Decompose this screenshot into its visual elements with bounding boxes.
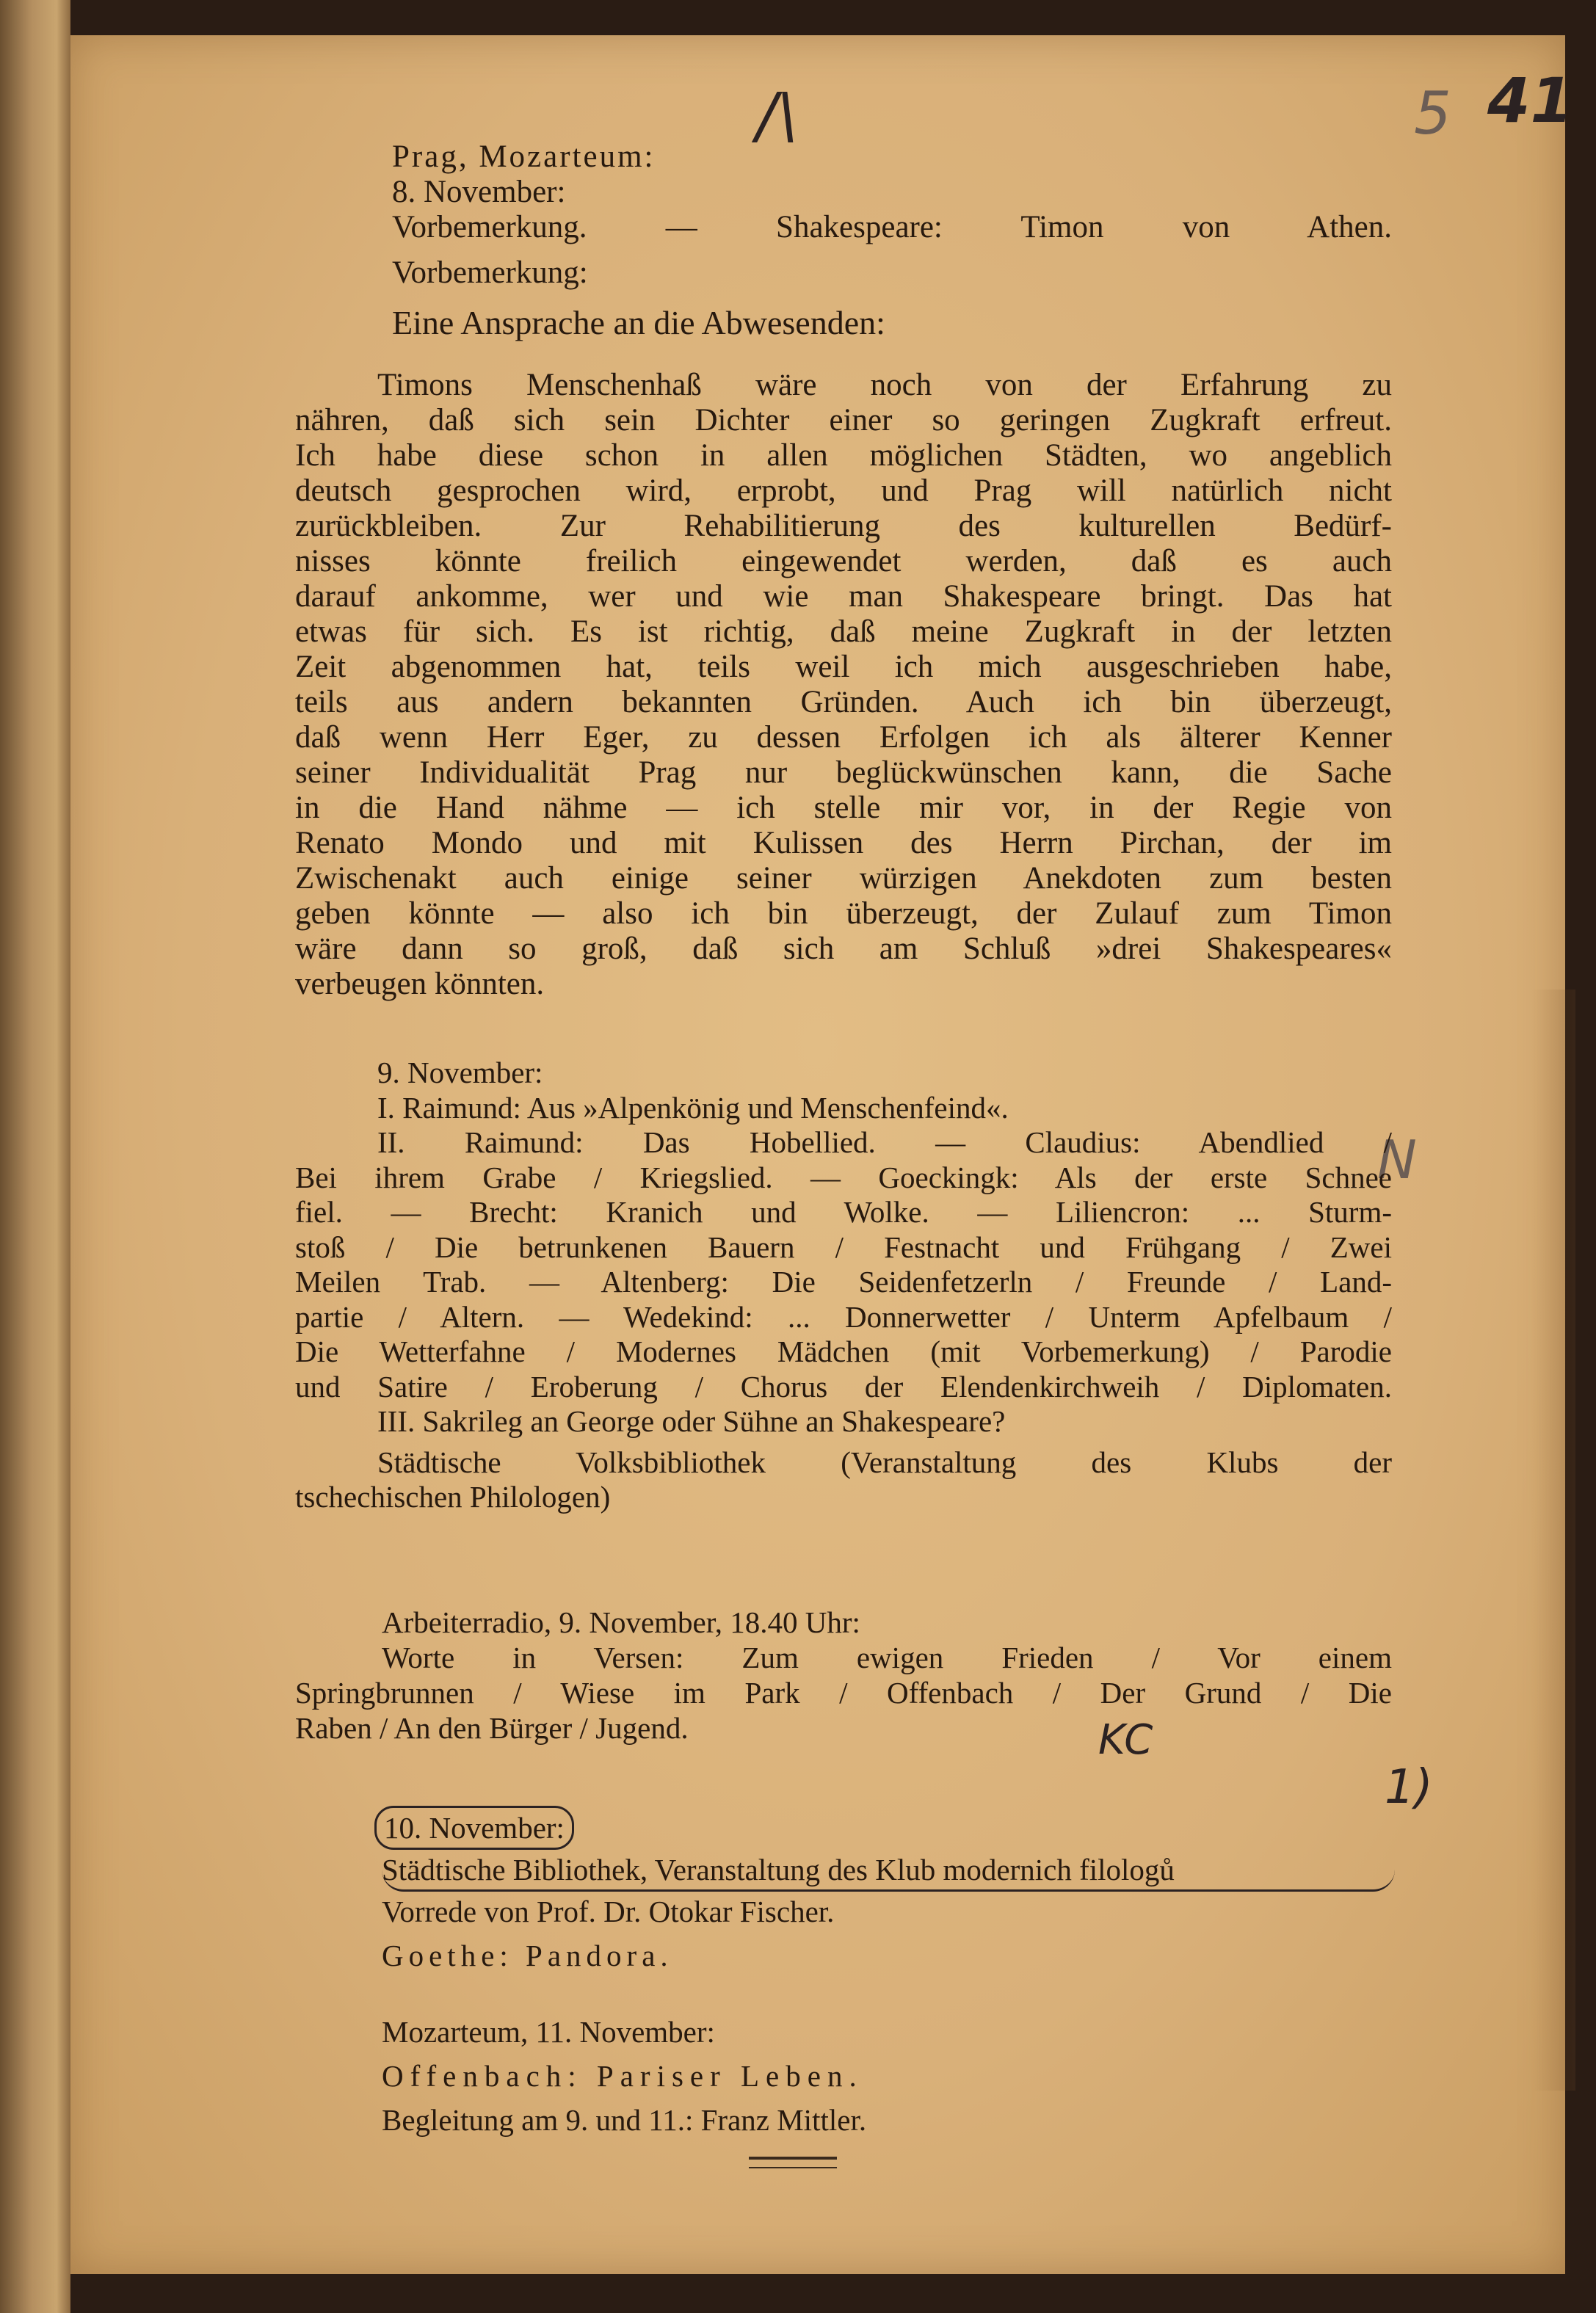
nov10-venue: Städtische Bibliothek, Veranstaltung des Klub modernich filologů — [382, 1850, 1395, 1892]
remark-heading: Vorbemerkung: — [392, 255, 588, 290]
radio-line: Raben / An den Bürger / Jugend. — [295, 1711, 689, 1745]
nov9-line: II. Raimund: Das Hobellied. — Claudius: Abendlied / — [377, 1125, 1392, 1159]
margin-number: 1) — [1385, 1760, 1433, 1815]
paragraph-line: Renato Mondo und mit Kulissen des Herrn Pirchan, der im — [295, 826, 1392, 860]
paragraph-line: verbeugen könnten. — [295, 967, 545, 1001]
program-line: Vorbemerkung. — Shakespeare: Timon von Athen. — [392, 210, 1392, 244]
radio-line: Worte in Versen: Zum ewigen Frieden / Vor einem — [382, 1641, 1392, 1674]
ink-page-number: 41 — [1487, 65, 1573, 137]
paragraph-line: Timons Menschenhaß wäre noch von der Erfahrung zu — [377, 368, 1392, 402]
venue-line: Prag, Mozarteum: — [392, 139, 656, 174]
paragraph-line: deutsch gesprochen wird, erprobt, und Prag will natürlich nicht — [295, 473, 1392, 508]
paragraph-line: etwas für sich. Es ist richtig, daß meine Zugkraft in der letzten — [295, 614, 1392, 649]
nov9-venue: tschechischen Philologen) — [295, 1480, 611, 1514]
november-11-block — [382, 2010, 1410, 2142]
november-10-block — [382, 1806, 1410, 1975]
closing-rule — [749, 2157, 837, 2168]
margin-initials: KC — [1098, 1716, 1153, 1764]
radio-line: Springbrunnen / Wiese im Park / Offenbach / Der Grund / Die — [295, 1676, 1392, 1710]
nov10-program: Goethe: Pandora. — [382, 1939, 673, 1972]
paragraph-line: geben könnte — also ich bin überzeugt, der Zulauf zum Timon — [295, 896, 1392, 931]
nov9-line: Die Wetterfahne / Modernes Mädchen (mit Vorbemerkung) / Parodie — [295, 1335, 1392, 1368]
speech-paragraph — [295, 368, 1392, 1002]
paragraph-line: Zeit abgenommen hat, teils weil ich mich ausgeschrieben habe, — [295, 650, 1392, 684]
nov11-program: Offenbach: Pariser Leben. — [382, 2059, 863, 2093]
paragraph-line: nähren, daß sich sein Dichter einer so geringen Zugkraft erfreut. — [295, 403, 1392, 437]
nov9-line: fiel. — Brecht: Kranich und Wolke. — Liliencron: ... Sturm- — [295, 1195, 1392, 1229]
nov9-line: Meilen Trab. — Altenberg: Die Seidenfetzerln / Freunde / Land- — [295, 1265, 1392, 1299]
paragraph-line: Zwischenakt auch einige seiner würzigen Anekdoten zum besten — [295, 861, 1392, 896]
radio-block — [295, 1605, 1392, 1746]
nov9-line: Bei ihrem Grabe / Kriegslied. — Goeckingk: Als der erste Schnee — [295, 1160, 1392, 1194]
nov10-heading: 10. November: — [374, 1806, 574, 1850]
paragraph-line: nisses könnte freilich eingewendet werden, daß es auch — [295, 544, 1392, 578]
nov9-line: I. Raimund: Aus »Alpenkönig und Menschenfeind«. — [377, 1090, 1009, 1125]
nov9-venue: Städtische Volksbibliothek (Veranstaltung des Klubs der — [377, 1445, 1392, 1479]
paper-stain — [1531, 990, 1575, 2091]
top-pencil-mark: /\ — [756, 79, 798, 151]
nov9-line: III. Sakrileg an George oder Sühne an Shakespeare? — [377, 1404, 1006, 1438]
nov9-line: partie / Altern. — Wedekind: ... Donnerwetter / Unterm Apfelbaum / — [295, 1299, 1392, 1334]
paragraph-line: in die Hand nähme — ich stelle mir vor, in der Regie von — [295, 791, 1392, 825]
paragraph-line: darauf ankomme, wer und wie man Shakespeare bringt. Das hat — [295, 579, 1392, 614]
facing-page-edge — [0, 0, 70, 2313]
paragraph-line: wäre dann so groß, daß sich am Schluß »drei Shakespeares« — [295, 932, 1392, 966]
paragraph-line: Ich habe diese schon in allen möglichen Städten, wo angeblich — [295, 438, 1392, 473]
nov10-preface: Vorrede von Prof. Dr. Otokar Fischer. — [382, 1895, 835, 1928]
date-line: 8. November: — [392, 175, 566, 209]
nov9-line: stoß / Die betrunkenen Bauern / Festnacht und Frühgang / Zwei — [295, 1230, 1392, 1264]
document-page — [70, 35, 1573, 2274]
nov11-accompaniment: Begleitung am 9. und 11.: Franz Mittler. — [382, 2103, 867, 2137]
paragraph-line: seiner Individualität Prag nur beglückwünschen kann, die Sache — [295, 755, 1392, 790]
paragraph-line: zurückbleiben. Zur Rehabilitierung des kulturellen Bedürf- — [295, 509, 1392, 543]
nov9-heading: 9. November: — [377, 1056, 543, 1089]
speech-title: Eine Ansprache an die Abwesenden: — [392, 304, 885, 341]
margin-mark: N — [1377, 1129, 1417, 1191]
november-9-block — [295, 1056, 1392, 1515]
header-block — [392, 139, 1392, 342]
pencil-page-number: 5 — [1414, 79, 1451, 148]
radio-heading: Arbeiterradio, 9. November, 18.40 Uhr: — [382, 1605, 860, 1639]
nov11-heading: Mozarteum, 11. November: — [382, 2015, 715, 2049]
nov9-line: und Satire / Eroberung / Chorus der Elendenkirchweih / Diplomaten. — [295, 1369, 1392, 1404]
paragraph-line: teils aus andern bekannten Gründen. Auch ich bin überzeugt, — [295, 685, 1392, 719]
paragraph-line: daß wenn Herr Eger, zu dessen Erfolgen ich als älterer Kenner — [295, 720, 1392, 755]
